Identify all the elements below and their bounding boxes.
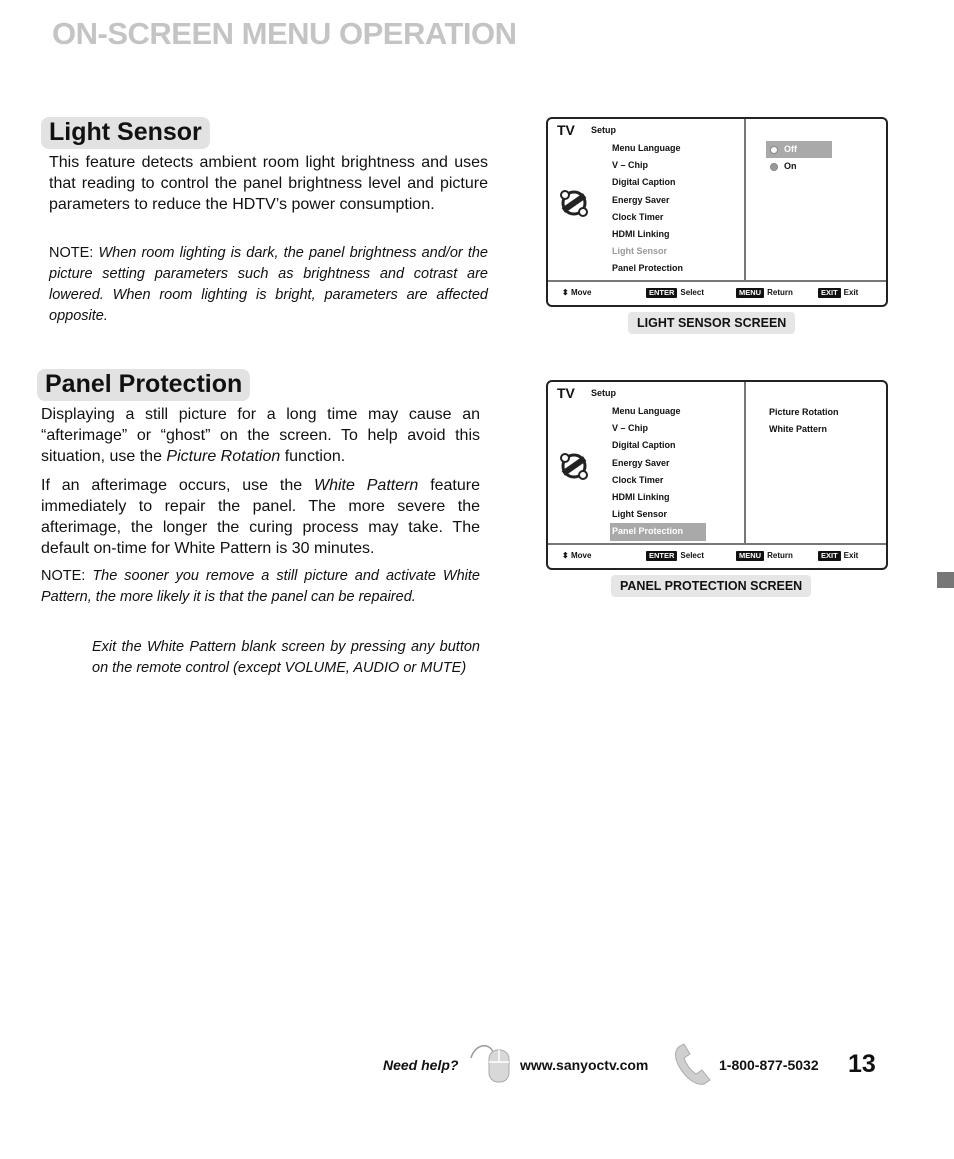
light-sensor-screen [546,117,888,307]
exit-key: EXIT [818,288,841,298]
menu-item[interactable]: Panel Protection [612,263,684,274]
radio-icon [770,163,778,171]
select-hint [646,551,704,561]
menu-item[interactable]: V – Chip [612,160,649,171]
tv-footer [548,546,886,566]
setup-menu [612,403,706,541]
option-list [766,141,832,175]
setup-menu [612,140,683,278]
phone-icon [672,1042,716,1088]
light-sensor-caption: LIGHT SENSOR SCREEN [628,312,795,334]
menu-item[interactable]: Digital Caption [612,440,676,451]
tools-icon [556,448,592,484]
page-footer [0,1040,954,1100]
option-label: Off [784,144,797,154]
move-hint [562,551,591,560]
enter-key: ENTER [646,288,677,298]
note-lead: NOTE [49,245,90,261]
section-tab-marker [937,572,954,588]
menu-item[interactable]: Digital Caption [612,177,676,188]
exit-hint [818,551,858,561]
tv-footer [548,283,886,303]
phone-number: 1-800-877-5032 [719,1057,819,1073]
emphasis-text: White Pattern [314,477,419,494]
panel-protection-note-text-1: The sooner you remove a still picture and activate White Pattern, the more likely it is that the panel can be repaired. [41,568,480,605]
emphasis-text: Picture Rotation [166,448,281,465]
enter-key: ENTER [646,551,677,561]
divider [548,543,886,545]
menu-key: MENU [736,288,764,298]
page-title: ON-SCREEN MENU OPERATION [52,16,517,51]
option-label: On [784,161,797,171]
body-text: If an afterimage occurs, use the [41,477,314,494]
tv-label: TV [557,385,575,401]
option-off[interactable] [766,141,832,158]
exit-key: EXIT [818,551,841,561]
light-sensor-note-text: When room lighting is dark, the panel brightness and/or the picture setting parameters such as brightness and cotrast are lowered. When room lighting is bright, parameters are affected opposite. [49,245,489,324]
option-white-pattern[interactable]: White Pattern [769,424,828,434]
mouse-icon [467,1040,515,1086]
panel-protection-body-2 [41,475,480,559]
light-sensor-note: NOTE: When room lighting is dark, the panel brightness and/or the picture setting parameters such as brightness and cotrast are lowered. When room lighting is bright, parameters are affected opposite. [49,245,489,324]
tv-menu-panel [548,382,744,543]
menu-item[interactable]: Energy Saver [612,194,670,205]
light-sensor-body: This feature detects ambient room light brightness and uses that reading to control the panel brightness level and picture parameters to reduce the HDTV’s power consumption. [49,154,488,213]
select-label: Select [680,288,704,297]
panel-protection-screen [546,380,888,570]
option-on[interactable] [766,158,832,175]
option-picture-rotation[interactable]: Picture Rotation [769,407,839,417]
divider [744,119,746,281]
need-help-label: Need help? [383,1057,459,1073]
move-label: Move [570,288,592,297]
body-text: function. [280,448,346,465]
panel-protection-note-2: Exit the White Pattern blank screen by pressing any button on the remote control (except VOLUME, AUDIO or MUTE) [92,639,480,676]
body-text: Displaying a still picture for a long time may cause an “afterimage” or “ghost” on the screen. To help avoid this situation, use the [41,406,480,465]
select-hint [646,288,704,298]
setup-label: Setup [591,388,617,398]
exit-label: Exit [843,551,859,560]
page-number: 13 [848,1050,876,1078]
move-arrows-icon: ⬍ [562,288,569,297]
move-hint [562,288,591,297]
return-hint [736,551,793,561]
menu-item[interactable]: Energy Saver [612,457,670,468]
menu-item-active[interactable]: Light Sensor [612,246,668,257]
panel-protection-body-1 [41,404,480,467]
divider [548,280,886,282]
menu-item[interactable]: Menu Language [612,143,681,153]
move-label: Move [570,551,592,560]
menu-key: MENU [736,551,764,561]
light-sensor-heading: Light Sensor [41,117,210,149]
panel-protection-note: NOTE: The sooner you remove a still picture and activate White Pattern, the more likely it is that the panel can be repaired. [41,568,480,605]
option-list [769,404,839,438]
select-label: Select [680,551,704,560]
return-label: Return [767,288,793,297]
menu-item[interactable]: Clock Timer [612,211,664,222]
menu-item[interactable]: HDMI Linking [612,228,670,239]
panel-protection-caption: PANEL PROTECTION SCREEN [611,575,811,597]
move-arrows-icon: ⬍ [562,551,569,560]
tv-label: TV [557,122,575,138]
return-hint [736,288,793,298]
exit-hint [818,288,858,298]
menu-item[interactable]: Light Sensor [612,509,668,520]
menu-item[interactable]: V – Chip [612,423,649,434]
divider [744,382,746,544]
tools-icon [556,185,592,221]
panel-protection-heading: Panel Protection [37,369,250,401]
menu-item[interactable]: HDMI Linking [612,491,670,502]
note-lead: NOTE [41,568,82,584]
tv-menu-panel [548,119,744,280]
setup-label: Setup [591,125,617,135]
menu-item[interactable]: Menu Language [612,406,681,416]
menu-item[interactable]: Clock Timer [612,474,664,485]
menu-item-selected[interactable]: Panel Protection [610,523,706,540]
exit-label: Exit [843,288,859,297]
body-text: feature immediately to repair the panel. The more severe the afterimage, the longer the curing process may take. The default on-time for White Pattern is 30 minutes. [41,477,481,557]
radio-icon [770,146,778,154]
return-label: Return [767,551,793,560]
website-link[interactable]: www.sanyoctv.com [520,1057,649,1073]
